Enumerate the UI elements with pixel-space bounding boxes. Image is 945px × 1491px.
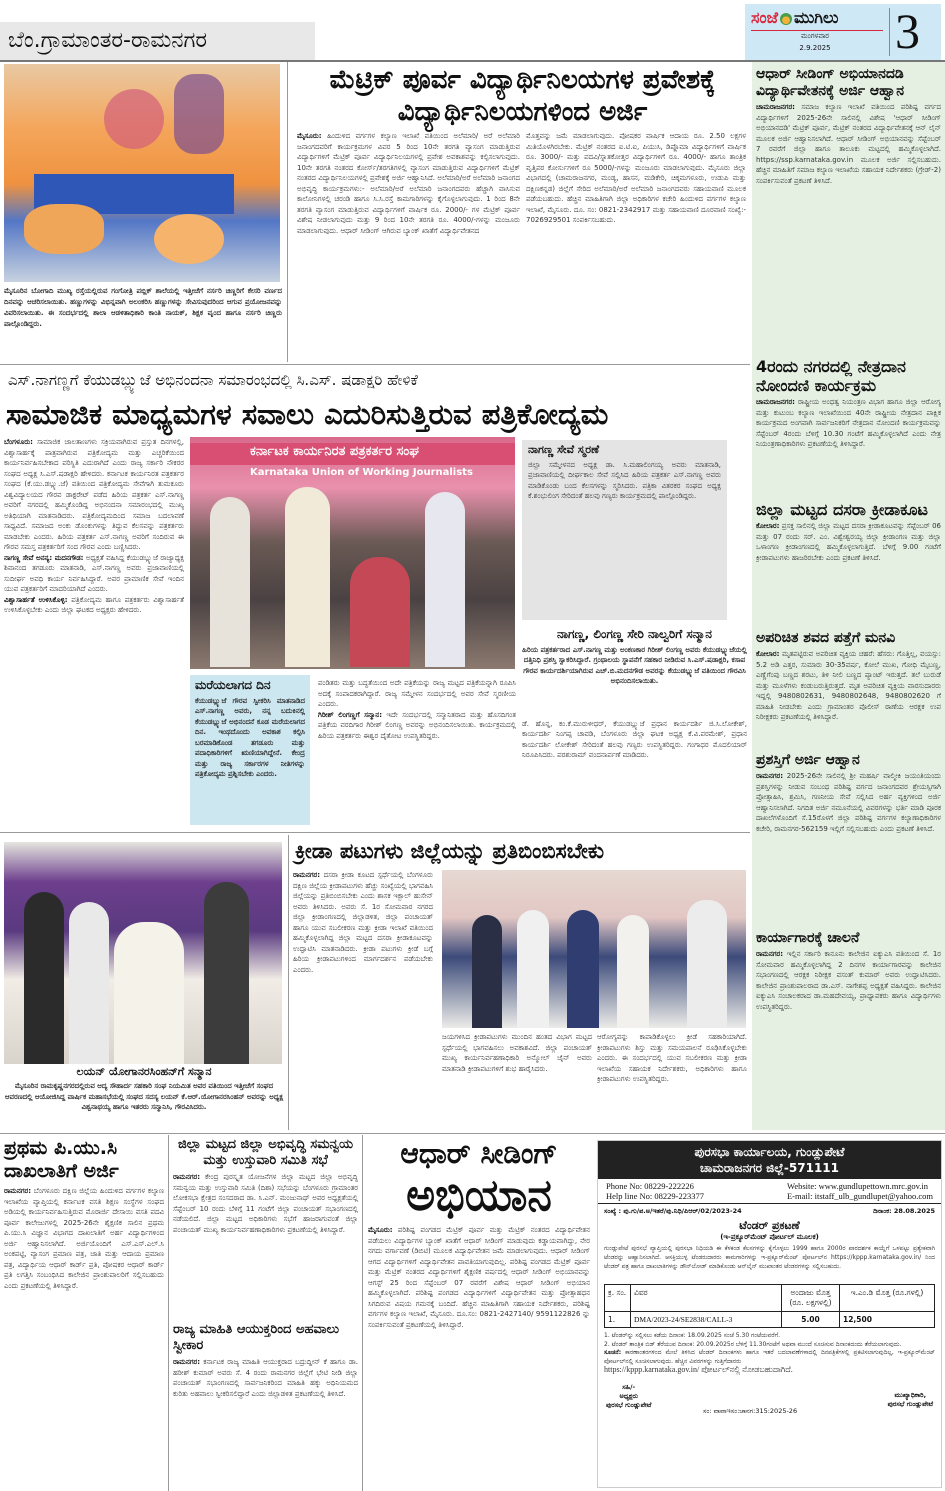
puc-headline: ಪ್ರಥಮ ಪಿ.ಯು.ಸಿ ದಾಖಲಾತಿಗೆ ಅರ್ಜಿ xyxy=(4,1137,119,1182)
unknown-body-text: ಮೃತಪಟ್ಟಿರುವ ಅಪರಿಚಿತ ವ್ಯಕ್ತಿಯ ಚಹರೆ: ಹೆಸರು: ಗೊತ್ತಿಲ್ಲ, ವಯಸ್ಸು: 5.2 ಅಡಿ ಎತ್ತರ, ಸುಮಾರು 30-35ವರ್ಷ, ಕೋಲೆ ಮುಖ, ಗೋಧಿ ಮೈಬಣ್ಣ, ಎಣ್ಣೆಗೆಂಪು ಬಣ್ಣದ ಶರಟು, ತಿಳಿ ನೀಲಿ ಬಣ್ಣದ ಪ್ಯಾಂಟ್ ಇರುತ್ತದೆ. ತಲೆ ಬುರುಡೆ ಮತ್ತು ಮೂಳೆಗಳು ಕಂಡುಬರುತ್ತಿರುತ್ತದೆ. ಮೃತ ಅಪರಿಚಿತ ವ್ಯಕ್ತಿಯ ವಾರಸುದಾರರು ಇದ್ದಲ್ಲಿ 9480802631, 9480802648, 9480802620 ಗೆ ಮಾಹಿತಿ ನೀಡಬೇಕು ಎಂದು ಗ್ರಾಮಾಂತರ ಪೊಲೀಸ್ ಠಾಣೆಯ ಆರಕ್ಷಕ ಉಪ ನಿರೀಕ್ಷಕರು ಪ್ರಕಟಣೆಯಲ್ಲಿ ತಿಳಿಸಿದ್ದಾರೆ. xyxy=(756,650,941,721)
award-body xyxy=(756,771,941,921)
tender-cell-serial: 1. xyxy=(605,1312,631,1328)
tender-subtitle: (ಇ-ಪ್ರಕ್ಯೂರ್‌ಮೆಂಟ್ ಪೋರ್ಟಲ್ ಮೂಲಕ) xyxy=(720,1233,819,1241)
nagan-service-body: ಜಿಲ್ಲಾ ಸಮ್ಮೇಳನದ ಅಧ್ಯಕ್ಷ ಡಾ. ಸಿ.ಮಹಾಲಿಂಗಯ್ಯ ಅವರು ಮಾತನಾಡಿ, ಪ್ರಜಾವಾಣಿಯಲ್ಲಿ ದೀರ್ಘಕಾಲ ಸೇವೆ ಸಲ್ಲಿಸಿದ ಹಿರಿಯ ಪತ್ರಕರ್ತ ಎಸ್.ನಾಗಣ್ಣ ಅವರು ಮಾಡಿಕೊಂಡು ಬಂದ ಕೆಲಸಗಳನ್ನು ಸ್ಮರಿಸಿದರು. ಪತ್ರಿಕಾ ವಿತರಕರ ಸಂಘದ ಅಧ್ಯಕ್ಷ ಕೆ.ಶಂಭುಲಿಂಗ ಸೇರಿದಂತೆ ಹಲವು ಗಣ್ಯರು ಕಾರ್ಯಕ್ರಮದಲ್ಲಿ ಪಾಲ್ಗೊಂಡಿದ್ದರು. xyxy=(528,460,721,501)
aadhaar-scholarship-body xyxy=(756,102,941,318)
tender-email[interactable]: E-mail: itstaff_ulb_gundlupet@yahoo.com xyxy=(786,1191,933,1201)
unknown-body-dateline: ಕೋಲಾರ: xyxy=(756,650,780,658)
tender-phone: Phone No: 08229-222226 xyxy=(606,1181,694,1191)
tender-cell-emd: 12,500 xyxy=(840,1312,935,1328)
tender-notice: ಕಾರಣಾಂತರಗಳಿಂದ ಮೇಲೆ ತಿಳಿಸಿದ ಟೆಂಡರ್ ದಿನಾಂಕಗಳು ಹಾಗೂ ಇತರೆ ಬದಲಾವಣೆಗಳಾದಲ್ಲಿ ದಿನಪತ್ರಿಕೆಗಳಲ್ಲಿ ಪ್ರಕಟಿಸಲಾಗುವುದಿಲ್ಲ, ಇ-ಪ್ರಕ್ಯೂರ್‌ಮೆಂಟ್ ಪೋರ್ಟಲ್‌ನಲ್ಲಿ ಸೂಚಿಸಲಾಗುವುದು. ಹೆಚ್ಚಿನ ವಿವರಗಳನ್ನು ಗುತ್ತಿಗೆದಾರರು xyxy=(604,1349,935,1365)
dasara-sports-headline: ಜಿಲ್ಲಾ ಮಟ್ಟದ ದಸರಾ ಕ್ರೀಡಾಕೂಟ xyxy=(756,500,928,519)
photo-banner-text: ಕರ್ನಾಟಕ ಕಾರ್ಯನಿರತ ಪತ್ರಕರ್ತರ ಸಂಘ xyxy=(250,444,419,459)
journalism-kicker: ಎಸ್.ನಾಗಣ್ಣಗೆ ಕೆಯುಡಬ್ಲ್ಯುಜೆ ಅಭಿನಂದನಾ ಸಮಾರಂಭದಲ್ಲಿ ಸಿ.ಎಸ್. ಷಡಾಕ್ಷರಿ ಹೇಳಿಕೆ xyxy=(8,371,418,389)
award-text: 2025-26ನೇ ಸಾಲಿನಲ್ಲಿ ಶ್ರೀ ಮಹರ್ಷಿ ವಾಲ್ಮೀಕಿ ಜಯಂತಿಯಂದು ಪ್ರಶಸ್ತಿಗಳನ್ನು ನೀಡುವ ಸಂಬಂಧ ಪರಿಶಿಷ್ಟ ವರ್ಗದ ಜನಾಂಗದವರ ಶ್ರೇಯಸ್ಸಿಗಾಗಿ ಪ್ರೋತ್ಸಾಹಿಸಿ, ಶ್ರಮಿಸಿ, ಗಣನೀಯ ಸೇವೆ ಸಲ್ಲಿಸಿದ ಅರ್ಹ ವ್ಯಕ್ತಿಗಳಿಂದ ಅರ್ಜಿ ಆಹ್ವಾನಿಸಲಾಗಿದೆ. ನಿಗದಿತ ಅರ್ಜಿ ನಮೂನೆಯಲ್ಲಿ ವಿವರಗಳನ್ನು ಭರ್ತಿ ಮಾಡಿ ಪೂರಕ ದಾಖಲೆಗಳೊಂದಿಗೆ ಸೆ.15ರೊಳಗೆ ಜಿಲ್ಲಾ ಪರಿಶಿಷ್ಟ ವರ್ಗಗಳ ಕಲ್ಯಾಣಾಧಿಕಾರಿಗಳ ಕಚೇರಿ, ರಾಮನಗರ-562159 ಇಲ್ಲಿಗೆ ಸಲ್ಲಿಸಬಹುದು ಎಂದು ಪ್ರಕಟಣೆ ತಿಳಿಸಿದೆ. xyxy=(756,772,941,833)
journalism-dateline: ಬೆಂಗಳೂರು: xyxy=(4,438,33,446)
tender-sig-mid: ಸಂ: ವಾವಾಇಸಂ:ಚಾನಗ:315:2025-26 xyxy=(703,1406,798,1415)
tender-note-2: 2. ಟೆಂಡರ್ ತಾಂತ್ರಿಕ ಬಿಡ್ ತೆರೆಯುವ ದಿನಾಂಕ: 20.09.2025ರ ಬೆಳಿಗ್ಗೆ 11.30ಗಂಟೆಗೆ ಅಥವಾ ಮುಂದೆ ಸೂಚಿಸುವ ದಿನಾಂಕದಂದು ತೆರೆಯಲಾಗುವುದು. xyxy=(604,1340,902,1348)
workshop-text: ಇಲ್ಲಿನ ಸರ್ಕಾರಿ ಕಾನೂನು ಕಾಲೇಜಿನ ಐಕ್ಯುಎಸಿ ವತಿಯಿಂದ ಸೆ. 1ರ ಸೋಮವಾರ ಹಮ್ಮಿಕೊಳ್ಳಲಾಗಿದ್ದ 2 ದಿನಗಳ ಕಾರ್ಯಾಗಾರವನ್ನು ಕಾಲೇಜಿನ ಸಭಾಂಗಣದಲ್ಲಿ ಆರಕ್ಷಕ ನಿರೀಕ್ಷಕ ವಸಂತ್ ಕುಮಾರ್ ಅವರು ಉದ್ಘಾಟಿಸಿದರು. ಕಾಲೇಜಿನ ಪ್ರಾಂಶುಪಾಲರಾದ ಡಾ.ಎಸ್. ನಾಗೇಶಪ್ಪ ಅಧ್ಯಕ್ಷತೆ ವಹಿಸಿದ್ದರು. ಕಾಲೇಜಿನ ಐಕ್ಯುಎಸಿ ಸಂಚಾಲಕರಾದ ಡಾ.ಮಹದೇವಯ್ಯ, ಪ್ರಾಧ್ಯಾಪಕರು ಹಾಗೂ ವಿದ್ಯಾರ್ಥಿಗಳು ಉಪಸ್ಥಿತರಿದ್ದರು. xyxy=(756,950,941,1011)
tender-office-line-1: ಪುರಸಭಾ ಕಾರ್ಯಾಲಯ, ಗುಂಡ್ಲುಪೇಟೆ xyxy=(694,1145,845,1159)
sports-headline: ಕ್ರೀಡಾ ಪಟುಗಳು ಜಿಲ್ಲೆಯನ್ನು ಪ್ರತಿಬಿಂಬಿಸಬೇಕು xyxy=(295,839,605,863)
journalism-subhead-2: ವಿಶ್ವಾಸಾರ್ಹತೆ ಉಳಿಸಿಕೊಳ್ಳಿ: xyxy=(4,595,68,604)
tender-helpline: Help line No: 08229-223377 xyxy=(606,1191,704,1201)
tender-website[interactable]: Website: www.gundlupettown.mrc.gov.in xyxy=(786,1181,929,1191)
masthead-weekday: ಮಂಗಳವಾರ xyxy=(800,32,829,40)
aadhaar-campaign-dateline: ಮೈಸೂರು: xyxy=(368,1226,393,1234)
dasara-sports-dateline: ಕೋಲಾರ: xyxy=(756,522,780,530)
tender-ref-no: ಸಂಖ್ಯೆ : ಪು.ಗು/ಪ.ಅ/ಇತರೆ/ಪು.ನಿಧಿ/ಪಿಆರ್/02/2023-24 xyxy=(604,1207,742,1215)
sports-col1-text: ದಸರಾ ಕ್ರೀಡಾ ಕೂಟದ ಸ್ಪರ್ಧೆಯಲ್ಲಿ ಬೆಂಗಳೂರು ದಕ್ಷಿಣ ಜಿಲ್ಲೆಯ ಕ್ರೀಡಾಪಟುಗಳು ಹೆಚ್ಚು ಸಂಖ್ಯೆಯಲ್ಲಿ ಭಾಗವಹಿಸಿ ಜಿಲ್ಲೆಯನ್ನು ಪ್ರತಿಬಿಂಬಿಸಬೇಕು ಎಂದು ಶಾಸಕ ಇಕ್ಬಾಲ್ ಹುಸೇನ್ ಅವರು ತಿಳಿಸಿದರು. ಅವರು ಸೆ. 1ರ ಸೋಮವಾರ ನಗರದ ಜಿಲ್ಲಾ ಕ್ರೀಡಾಂಗಣದಲ್ಲಿ ಜಿಲ್ಲಾಡಳಿತ, ಜಿಲ್ಲಾ ಪಂಚಾಯತ್ ಹಾಗೂ ಯುವ ಸಬಲೀಕರಣ ಮತ್ತು ಕ್ರೀಡಾ ಇಲಾಖೆ ವತಿಯಿಂದ ಹಮ್ಮಿಕೊಳ್ಳಲಾಗಿದ್ದ ಜಿಲ್ಲಾ ಮಟ್ಟದ ದಸರಾ ಕ್ರೀಡಾಕೂಟವನ್ನು ಉದ್ಘಾಟಿಸಿ ಮಾತನಾಡಿದರು. ಕ್ರೀಡಾ ಪಟುಗಳು ಕ್ರೀಡೆ ಬಗ್ಗೆ ಹಿರಿಯ ಕ್ರೀಡಾಪಟುಗಳಿಂದ ಮಾರ್ಗದರ್ಶನ ಪಡೆಯಬೇಕು ಎಂದರು. xyxy=(293,871,433,974)
nagan-service-title: ನಾಗಣ್ಣ ಸೇವೆ ಸ್ಮರಣೆ xyxy=(528,443,600,456)
brand-logo-icon xyxy=(780,13,792,25)
tender-sig-left-3: ಪುರಸಭೆ ಗುಂಡ್ಲುಪೇಟೆ xyxy=(606,1400,652,1409)
table-row xyxy=(605,1312,935,1328)
tender-col-estimate: ಅಂದಾಜು ಮೊತ್ತ (ರೂ. ಲಕ್ಷಗಳಲ್ಲಿ) xyxy=(782,1285,840,1312)
hostel-body-1: ಹಿಂದುಳಿದ ವರ್ಗಗಳ ಕಲ್ಯಾಣ ಇಲಾಖೆ ವತಿಯಿಂದ ಅಲೆಮಾರಿ/ ಅರೆ ಅಲೆಮಾರಿ ಜನಾಂಗದವರಿಗೆ ಕಾರ್ಯಕ್ರಮಗಳ ವಿವರ 5 ರಿಂದ 10ನೇ ತರಗತಿ ವ್ಯಾಸಂಗ ಮಾಡುತ್ತಿರುವ ವಿದ್ಯಾರ್ಥಿಗಳಿಗೆ ಮೆಟ್ರಿಕ್ ಪೂರ್ವ ವಿದ್ಯಾರ್ಥಿನಿಲಯಗಳಲ್ಲಿ ಪ್ರವೇಶ ಅವಕಾಶವನ್ನು ಕಲ್ಪಿಸಲಾಗುವುದು. 10ನೇ ತರಗತಿ ನಂತರದ ಕೋರ್ಸ್/ತರಗತಿಗಳಲ್ಲಿ ವ್ಯಾಸಂಗ ಮಾಡುತ್ತಿರುವ ವಿದ್ಯಾರ್ಥಿಗಳಿಗೆ ಮೆಟ್ರಿಕ್ ನಂತರದ ವಿದ್ಯಾರ್ಥಿನಿಲಯಗಳಲ್ಲಿ ಪ್ರವೇಶಕ್ಕೆ ಅರ್ಜಿ ಆಹ್ವಾನಿಸಿದೆ. ಅಲೆಮಾರಿ/ಅರೆ ಅಲೆಮಾರಿ ಜನಾಂಗದ ಅಭಿವೃದ್ಧಿ ಕಾರ್ಯಕ್ರಮಗಳು:- ಅಲೆಮಾರಿ/ಅರೆ ಅಲೆಮಾರಿ ಜನಾಂಗದವರು ಹೆಚ್ಚಾಗಿ ವಾಸಿಸುವ ಕಾಲೋನಿಗಳಲ್ಲಿ ಚರಂಡಿ ಹಾಗೂ ಸಿ.ಸಿ.ರಸ್ತೆ ಕಾಮಗಾರಿಗಳನ್ನು ಕೈಗೊಳ್ಳಲಾಗುವುದು. 1 ರಿಂದ 8ನೇ ತರಗತಿ ವ್ಯಾಸಂಗ ಮಾಡುತ್ತಿರುವ ವಿದ್ಯಾರ್ಥಿಗಳಿಗೆ ವಾರ್ಷಿಕ ರೂ. 2000/- ಗಳ ಮೆಟ್ರಿಕ್ ಪೂರ್ವ ವಿಶೇಷ ನೀಡಲಾಗುವುದು ಮತ್ತು 9 ರಿಂದ 10ನೇ ತರಗತಿ ರೂ. 4000/-ಗಳನ್ನು ಮಂಜೂರು ಮಾಡಲಾಗುವುದು. ಆಧಾರ್ ಸೀಡಿಂಗ್ ಆಗಿರುವ ಬ್ಯಾಂಕ್ ಖಾತೆಗೆ ವಿದ್ಯಾರ್ಥಿವೇತನದ xyxy=(297,132,520,235)
tender-sig-left-2: ಅಧ್ಯಕ್ಷರು xyxy=(619,1391,638,1400)
memorable-day-box xyxy=(190,675,310,825)
aadhaar-campaign-text: ಪರಿಶಿಷ್ಟ ಪಂಗಡದ ಮೆಟ್ರಿಕ್ ಪೂರ್ವ ಮತ್ತು ಮೆಟ್ರಿಕ್ ನಂತರದ ವಿದ್ಯಾರ್ಥಿವೇತನ ಪಡೆಯಲು ವಿದ್ಯಾರ್ಥಿಗಳ ಬ್ಯಾಂಕ್ ಖಾತೆಗೆ ಆಧಾರ್ ಸೀಡಿಂಗ್ ಮಾಡುವುದು ಕಡ್ಡಾಯವಾಗಿದ್ದು, ನೇರ ನಗದು ವರ್ಗಾವಣೆ (ಡಿಬಿಟಿ) ಮೂಲಕ ವಿದ್ಯಾರ್ಥಿವೇತನ ಜಮೆ ಮಾಡಲಾಗುವುದು. ಆಧಾರ್ ಸೀಡಿಂಗ್ ಆಗದ ವಿದ್ಯಾರ್ಥಿಗಳಿಗೆ ವಿದ್ಯಾರ್ಥಿವೇತನ ಪಾವತಿಯಾಗುವುದಿಲ್ಲ. ಪರಿಶಿಷ್ಟ ಪಂಗಡದ ಮೆಟ್ರಿಕ್ ಪೂರ್ವ ಮತ್ತು ಮೆಟ್ರಿಕ್ ನಂತರದ ವಿದ್ಯಾರ್ಥಿಗಳಿಗೆ ಶೈಕ್ಷಣಿಕ ವರ್ಷದಲ್ಲಿ ಆಧಾರ್ ಸೀಡಿಂಗ್ ಅಭಿಯಾನವನ್ನು ಆಗಸ್ಟ್ 25 ರಿಂದ ಸೆಪ್ಟೆಂಬರ್ 07 ರವರೆಗೆ ವಿಶೇಷ ಆಧಾರ್ ಸೀಡಿಂಗ್ ಅಭಿಯಾನ ಹಮ್ಮಿಕೊಳ್ಳಲಾಗಿದೆ. ಪರಿಶಿಷ್ಟ ಪಂಗಡದ ವಿದ್ಯಾರ್ಥಿಗಳಿಗೆ ವಿದ್ಯಾರ್ಥಿವೇತನ ಮತ್ತು ಪ್ರೋತ್ಸಾಹಧನ ಸಿಗದಿರುವ ವಿಷಯ ಗಮನಕ್ಕೆ ಬಂದಿದೆ. ಹೆಚ್ಚಿನ ಮಾಹಿತಿಗಾಗಿ ಸಹಾಯಕ ನಿರ್ದೇಶಕರು, ಪರಿಶಿಷ್ಟ ವರ್ಗಗಳ ಕಲ್ಯಾಣ ಇಲಾಖೆ, ಮೈಸೂರು. ದೂ.ಸಂ: 0821-2427140/ 9591122826 ನ್ನು ಸಂಪರ್ಕಿಸುವಂತೆ ಪ್ರಕಟಣೆಯಲ್ಲಿ ತಿಳಿಸಿದ್ದಾರೆ. xyxy=(368,1226,590,1329)
unknown-body-headline: ಅಪರಿಚಿತ ಶವದ ಪತ್ತೆಗೆ ಮನವಿ xyxy=(756,630,896,646)
section-header xyxy=(0,22,315,60)
memorable-day-title: ಮರೆಯಲಾಗದ ದಿನ xyxy=(195,678,271,692)
tender-col-emd: ಇ.ಎಂ.ಡಿ ಮೊತ್ತ (ರೂ.ಗಳಲ್ಲಿ) xyxy=(840,1285,935,1312)
tender-sig-left-1: ಸಹಿ/- xyxy=(622,1382,636,1391)
school-photo-caption: ಮೈಸೂರಿನ ಬೋಗಾದಿ ಮುಖ್ಯ ರಸ್ತೆಯಲ್ಲಿರುವ ಗಂಗೋತ್ರಿ ಪಬ್ಲಿಕ್ ಶಾಲೆಯಲ್ಲಿ ಇತ್ತೀಚೆಗೆ ನರ್ಸರಿ ಚಿಣ್ಣರಿಗೆ ಕೇಸರಿ ವರ್ಣದ ದಿನವನ್ನು ಆಚರಿಸಲಾಯಿತು. ಹಣ್ಣುಗಳನ್ನು ವಿಭಿನ್ನವಾಗಿ ಅಲಂಕರಿಸಿ ಹಣ್ಣುಗಳನ್ನು ಸೇವಿಸುವುದರಿಂದ ಆಗುವ ಪ್ರಯೋಜನವನ್ನು ವಿವರಿಸಲಾಯಿತು. ಈ ಸಂದರ್ಭದಲ್ಲಿ ಶಾಲಾ ಆಡಳಿತಾಧಿಕಾರಿ ಕಾಂತಿ ನಾಯಕ್, ಶಿಕ್ಷಕ ವೃಂದ ಹಾಗೂ ನರ್ಸರಿ ಚಿಣ್ಣರು ಪಾಲ್ಗೊಂಡಿದ್ದರು. xyxy=(4,287,282,328)
tender-note-1: 1. ಟೆಂಡರ್‌ನ್ನು ಸಲ್ಲಿಸಲು ಕಡೆಯ ದಿನಾಂಕ: 18.09.2025 ಸಂಜೆ 5.30 ಗಂಟೆಯವರೆಗೆ. xyxy=(604,1332,781,1339)
hostel-dateline: ಮೈಸೂರು: xyxy=(297,132,322,140)
sports-dateline: ರಾಮನಗರ: xyxy=(293,871,321,879)
journalism-sub1-body: ಅಧ್ಯಕ್ಷತೆ ವಹಿಸಿದ್ದ ಕೆಯುಡಬ್ಲ್ಯುಜೆ ರಾಜ್ಯಾಧ್ಯಕ್ಷ ಶಿವಾನಂದ ತಗಡೂರು ಮಾತನಾಡಿ, ಎಸ್.ನಾಗಣ್ಣ ಅವರು ಪ್ರಜಾವಾಣಿಯಲ್ಲಿ ಸುದೀರ್ಘ ಅವಧಿ ಕಾರ್ಯ ನಿರ್ವಹಿಸಿದ್ದಾರೆ. ಅವರ ಪ್ರಾಮಾಣಿಕ ಸೇವೆ ಇಂದಿನ ಯುವ ಪತ್ರಕರ್ತರಿಗೆ ಮಾದರಿಯಾಗಿದೆ ಎಂದರು. xyxy=(4,553,184,593)
section-title: ಬೆಂ.ಗ್ರಾಮಾಂತರ-ರಾಮನಗರ xyxy=(8,28,208,53)
tender-table-header xyxy=(605,1285,935,1312)
masthead-date: 2.9.2025 xyxy=(799,44,831,52)
tender-notice-url[interactable]: https://kppp.karnataka.gov.in/ ಪೋರ್ಟಲ್‌ನಲ್ಲಿ ನೋಡಬಹುದಾಗಿದೆ. xyxy=(604,1365,793,1374)
eye-donation-body xyxy=(756,397,941,507)
info-commission-dateline: ರಾಮನಗರ: xyxy=(173,1358,201,1366)
masthead-brand-box xyxy=(745,4,941,60)
tender-notice-label: ಸೂಚನೆ: xyxy=(604,1349,622,1356)
award-headline: ಪ್ರಶಸ್ತಿಗೆ ಅರ್ಜಿ ಆಹ್ವಾನ xyxy=(756,752,860,768)
journalism-col-1 xyxy=(4,437,184,827)
sports-col-2: ಜಯಗಳಿಸಿದ ಕ್ರೀಡಾಪಟುಗಳು ಮುಂದಿನ ಹಂತದ ವಿಭಾಗ ಮಟ್ಟದ ಸ್ಪರ್ಧೆಯಲ್ಲಿ ಭಾಗವಹಿಸಲು ಅವಕಾಶವಿದೆ. ಜಿಲ್ಲಾ ಪಂಚಾಯತ್ ಮುಖ್ಯ ಕಾರ್ಯನಿರ್ವಹಣಾಧಿಕಾರಿ ಅನ್ಮೋಲ್ ಜೈನ್ ಅವರು ಮಾತನಾಡಿ ಕ್ರೀಡಾಪಟುಗಳಿಗೆ ಶುಭ ಹಾರೈಸಿದರು. xyxy=(442,1033,592,1073)
memorable-day-body: ಕೆಯುಡಬ್ಲ್ಯುಜೆ ಗೌರವ ಸ್ವೀಕರಿಸಿ ಮಾತನಾಡಿದ ಎಸ್.ನಾಗಣ್ಣ ಅವರು, ನನ್ನ ಬದುಕಿನಲ್ಲಿ ಕೆಯುಡಬ್ಲ್ಯುಜೆ ಅಭಿನಂದನೆ ಕೂಡ ಮರೆಯಲಾಗದ ದಿನ. ಇಂಥದೊಂದು ಅವಕಾಶ ಕಲ್ಪಿಸಿ ಬರಮಾಡಿಕೊಂಡ ತಗಡೂರು ಮತ್ತು ಪದಾಧಿಕಾರಿಗಳಿಗೆ ಋಣಿಯಾಗಿದ್ದೇನೆ. ಕೇಂದ್ರ ಮತ್ತು ರಾಜ್ಯ ಸರ್ಕಾರಗಳ ನೀತಿಗಳನ್ನು ಪತ್ರಿಕೋದ್ಯಮ ಪ್ರಶ್ನಿಸಬೇಕು ಎಂದರು. xyxy=(195,696,305,779)
journalism-headline: ಸಾಮಾಜಿಕ ಮಾಧ್ಯಮಗಳ ಸವಾಲು ಎದುರಿಸುತ್ತಿರುವ ಪತ್ರಿಕೋದ್ಯಮ xyxy=(6,397,609,431)
page-number: 3 xyxy=(895,3,920,59)
tender-sig-right-1: ಮುಖ್ಯಾಧಿಕಾರಿ, xyxy=(894,1390,927,1399)
tender-cell-estimate: 5.00 xyxy=(782,1312,840,1328)
eye-donation-headline: 4ರಂದು ನಗರದಲ್ಲಿ ನೇತ್ರದಾನ ನೋಂದಣಿ ಕಾರ್ಯಕ್ರಮ xyxy=(756,357,906,395)
aadhaar-campaign-body xyxy=(368,1225,590,1485)
aadhaar-campaign-headline-1: ಆಧಾರ್ ಸೀಡಿಂಗ್ xyxy=(400,1137,558,1170)
dasara-sports-body xyxy=(756,521,941,611)
hostel-col-2: ಮೊತ್ತವನ್ನು ಜಮೆ ಮಾಡಲಾಗುವುದು. ಪೋಷಕರ ವಾರ್ಷಿಕ ಆದಾಯ ರೂ. 2.50 ಲಕ್ಷಗಳ ಮಿತಿಯೊಳಗಿರಬೇಕು. ಮೆಟ್ರಿಕ್ ನಂತರದ ಐ.ಟಿ.ಐ, ಪಿಯುಸಿ, ಡಿಪ್ಲೊಮಾ ವಿದ್ಯಾರ್ಥಿಗಳಿಗೆ ವಾರ್ಷಿಕ ರೂ. 3000/- ಮತ್ತು ಪದವಿ/ಸ್ನಾತಕೋತ್ತರ ವಿದ್ಯಾರ್ಥಿಗಳಿಗೆ ರೂ. 4000/- ಹಾಗೂ ತಾಂತ್ರಿಕ ವೃತ್ತಿಪರ ಕೋರ್ಸುಗಳಿಗೆ ರೂ 5000/-ಗಳನ್ನು ಮಂಜೂರು ಮಾಡಲಾಗುವುದು. ಮೈಸೂರು ಜಿಲ್ಲಾ ವಿಭಾಗದಲ್ಲಿ (ಚಾಮರಾಜನಗರ, ಮಂಡ್ಯ, ಹಾಸನ, ಮಡಿಕೇರಿ, ಚಿಕ್ಕಮಗಳೂರು, ಉಡುಪಿ ಮತ್ತು ದಕ್ಷಿಣಕನ್ನಡ) ಜಿಲ್ಲೆಗೆ ಸೇರಿದ ಅಲೆಮಾರಿ/ಅರೆ ಅಲೆಮಾರಿ ಜನಾಂಗದವರು ಸಹಾಯವಾಣಿ ಮೂಲಕ ಪಡೆಯಬಹುದು. ಹೆಚ್ಚಿನ ಮಾಹಿತಿಗಾಗಿ ಜಿಲ್ಲಾ ಅಧಿಕಾರಿಗಳ ಕಚೇರಿ ಹಿಂದುಳಿದ ವರ್ಗಗಳ ಕಲ್ಯಾಣ ಇಲಾಖೆ, ಮೈಸೂರು. ದೂ. ಸಂ: 0821-2342917 ಮತ್ತು ಸಹಾಯವಾಣಿ ದೂರವಾಣಿ ಸಂಖ್ಯೆ:- 7026929501 ಸಂಪರ್ಕಿಸಬಹುದು. xyxy=(526,132,746,224)
lion-felicitation-photo xyxy=(4,842,282,1064)
info-commission-text: ಕರ್ನಾಟಕ ರಾಜ್ಯ ಮಾಹಿತಿ ಆಯುಕ್ತರಾದ ಬದ್ರುದ್ದೀನ್ ಕೆ ಹಾಗೂ ಡಾ. ಹರೀಶ್ ಕುಮಾರ್ ಅವರು ಸೆ. 4 ರಂದು ರಾಮನಗರ ಜಿಲ್ಲೆಗೆ ಭೇಟಿ ನೀಡಿ ಜಿಲ್ಲಾ ಪಂಚಾಯತ್ ಸಭಾಂಗಣದಲ್ಲಿ ಸಾರ್ವಜನಿಕರಿಂದ ಮಾಹಿತಿ ಹಕ್ಕು ಅಧಿನಿಯಮದ ಕುರಿತು ಅಹವಾಲು ಸ್ವೀಕರಿಸಲಿದ್ದಾರೆ ಎಂದು ಜಿಲ್ಲಾಡಳಿತ ಪ್ರಕಟಣೆಯಲ್ಲಿ ತಿಳಿಸಿದೆ. xyxy=(173,1358,358,1398)
puc-text: ಬೆಂಗಳೂರು ದಕ್ಷಿಣ ಜಿಲ್ಲೆಯ ಹಿಂದುಳಿದ ವರ್ಗಗಳ ಕಲ್ಯಾಣ ಇಲಾಖೆಯ ವ್ಯಾಪ್ತಿಯಲ್ಲಿ ಕರ್ನಾಟಕ ವಸತಿ ಶಿಕ್ಷಣ ಸಂಸ್ಥೆಗಳ ಸಂಘದ ಅಡಿಯಲ್ಲಿ ಕಾರ್ಯನಿರ್ವಹಿಸುತ್ತಿರುವ ಮೊರಾರ್ಜಿ ದೇಸಾಯಿ ವಸತಿ ಪದವಿ ಪೂರ್ವ ಕಾಲೇಜುಗಳಲ್ಲಿ 2025-26ನೇ ಶೈಕ್ಷಣಿಕ ಸಾಲಿನ ಪ್ರಥಮ ಪಿ.ಯು.ಸಿ ವಿಜ್ಞಾನ ವಿಭಾಗದ ದಾಖಲಾತಿಗೆ ಅರ್ಹ ವಿದ್ಯಾರ್ಥಿಗಳಿಂದ ಅರ್ಜಿ ಆಹ್ವಾನಿಸಲಾಗಿದೆ. ಅರ್ಜಿಯೊಂದಿಗೆ ಎಸ್.ಎಸ್.ಎಲ್.ಸಿ ಅಂಕಪಟ್ಟಿ, ವ್ಯಾಸಂಗ ಪ್ರಮಾಣ ಪತ್ರ, ಜಾತಿ ಮತ್ತು ಆದಾಯ ಪ್ರಮಾಣ ಪತ್ರ, ವಿದ್ಯಾರ್ಥಿಯ ಆಧಾರ್ ಕಾರ್ಡ್ ಪ್ರತಿ, ಪೋಷಕರ ಆಧಾರ್ ಕಾರ್ಡ್ ಪ್ರತಿ ಲಗತ್ತಿಸಿ ಸಂಬಂಧಿಸಿದ ಕಾಲೇಜಿನ ಪ್ರಾಂಶುಪಾಲರಿಗೆ ಸಲ್ಲಿಸಬಹುದು ಎಂದು ಪ್ರಕಟಣೆಯಲ್ಲಿ ತಿಳಿಸಿದ್ದಾರೆ. xyxy=(4,1187,164,1290)
sports-photo xyxy=(442,870,746,1028)
disha-text: ಕೇಂದ್ರ ಪುರಸ್ಕೃತ ಯೋಜನೆಗಳ ಜಿಲ್ಲಾ ಮಟ್ಟದ ಜಿಲ್ಲಾ ಅಭಿವೃದ್ಧಿ ಸಮನ್ವಯ ಮತ್ತು ಉಸ್ತುವಾರಿ ಸಮಿತಿ (ದಿಶಾ) ಸಭೆಯನ್ನು ಬೆಂಗಳೂರು ಗ್ರಾಮಾಂತರ ಲೋಕಸಭಾ ಕ್ಷೇತ್ರದ ಸಂಸದರಾದ ಡಾ. ಸಿ.ಎನ್. ಮಂಜುನಾಥ್ ಅವರ ಅಧ್ಯಕ್ಷತೆಯಲ್ಲಿ ಸೆಪ್ಟೆಂಬರ್ 10 ರಂದು ಬೆಳಿಗ್ಗೆ 11 ಗಂಟೆಗೆ ಜಿಲ್ಲಾ ಪಂಚಾಯತ್ ಸಭಾಂಗಣದಲ್ಲಿ ನಡೆಯಲಿದೆ. ಜಿಲ್ಲಾ ಮಟ್ಟದ ಅಧಿಕಾರಿಗಳು ಸಭೆಗೆ ಹಾಜರಾಗುವಂತೆ ಜಿಲ್ಲಾ ಪಂಚಾಯತ್ ಮುಖ್ಯ ಕಾರ್ಯನಿರ್ವಹಣಾಧಿಕಾರಿಗಳು ಪ್ರಕಟಣೆಯಲ್ಲಿ ತಿಳಿಸಿದ್ದಾರೆ. xyxy=(173,1173,358,1234)
tender-title: ಟೆಂಡರ್ ಪ್ರಕಟಣೆ xyxy=(739,1219,800,1232)
tender-date: ದಿನಾಂಕ: 28.08.2025 xyxy=(873,1207,935,1215)
puc-body xyxy=(4,1186,164,1486)
tender-office-header xyxy=(598,1141,941,1179)
tender-table xyxy=(604,1284,935,1328)
brand-name-dark: ಮುಗಿಲು xyxy=(793,8,839,27)
info-commission-body xyxy=(173,1357,358,1487)
tender-intro: ಗುಂಡ್ಲುಪೇಟೆ ಪುರಸಭೆ ವ್ಯಾಪ್ತಿಯಲ್ಲಿ ಪುರಸಭಾ ನಿಧಿಯಡಿ ಈ ಕೆಳಕಂಡ ಕೆಲಸಗಳನ್ನು ಕೈಗೊಳ್ಳಲು 1999 ಹಾಗೂ 2000ರ ಪಾರದರ್ಶಕ ಕಾಯ್ದೆಗೆ ಒಳಪಟ್ಟು ಪ್ರತ್ಯೇಕವಾಗಿ ಟೆಂಡರನ್ನು ಆಹ್ವಾನಿಸಲಾಗಿದೆ. ಆಸಕ್ತಿಯುಳ್ಳ ಟೆಂಡರುದಾರರು ಕಾಮಗಾರಿಗಳನ್ನು ಇ-ಪ್ರಕ್ಯೂರ್‌ಮೆಂಟ್ ಪೋರ್ಟಲ್‌ನ https://kppp.karnataka.gov.in/ ನಿಂದ ಟೆಂಡರ್ ಪತ್ರ ಹಾಗೂ ದಾಖಲಾತಿಗಳನ್ನು ಡೌನ್‌ಲೋಡ್ ಮಾಡಿಕೊಂಡು ಆನ್‌ಲೈನ್ ಮುಖಾಂತರ ಟೆಂಡರಗಳನ್ನು ಸಲ್ಲಿಸಬಹುದು. xyxy=(604,1245,935,1270)
award-dateline: ರಾಮನಗರ: xyxy=(756,772,784,780)
journalism-col-mid-text: ಪಂಡಿತರು ಮತ್ತು ಬದ್ಧತೆಯಿಂದ ಅದೇ ಪತ್ರಿಕೆಯನ್ನು ರಾಜ್ಯ ಮಟ್ಟದ ಪತ್ರಿಕೆಯನ್ನಾಗಿ ರೂಪಿಸಿ ಅದಕ್ಕೆ ಸಂಪಾದಕರಾಗಿದ್ದಾರೆ. ರಾಜ್ಯ ಸಮ್ಮೇಳನ ಸಂದರ್ಭದಲ್ಲಿ ಅವರ ಸೇವೆ ಸ್ಮರಣೀಯ ಎಂದರು. xyxy=(318,679,516,708)
disha-dateline: ರಾಮನಗರ: xyxy=(173,1173,201,1181)
aadhaar-scholarship-text: ಸಮಾಜ ಕಲ್ಯಾಣ ಇಲಾಖೆ ವತಿಯಿಂದ ಪರಿಶಿಷ್ಟ ವರ್ಗದ ವಿದ್ಯಾರ್ಥಿಗಳಿಗೆ 2025-26ನೇ ಸಾಲಿನಲ್ಲಿ ವಿಶೇಷ 'ಆಧಾರ್ ಸೀಡಿಂಗ್ ಅಭಿಯಾನದಡಿ' ಮೆಟ್ರಿಕ್ ಪೂರ್ವ, ಮೆಟ್ರಿಕ್ ನಂತರದ ವಿದ್ಯಾರ್ಥಿವೇತನಕ್ಕೆ ಆನ್ ಲೈನ್ ಮೂಲಕ ಅರ್ಜಿ ಆಹ್ವಾನಿಸಲಾಗಿದೆ. ಆಧಾರ್ ಸೀಡಿಂಗ್ ಅಭಿಯಾನವನ್ನು ಸೆಪ್ಟೆಂಬರ್ 7 ರವರೆಗೆ ಜಿಲ್ಲಾ ಹಾಗೂ ತಾಲೂಕು ಮಟ್ಟದಲ್ಲಿ ಹಮ್ಮಿಕೊಳ್ಳಲಾಗಿದೆ. https://ssp.karnataka.gov.in ಮೂಲಕ ಅರ್ಜಿ ಸಲ್ಲಿಸಬಹುದು. ಹೆಚ್ಚಿನ ಮಾಹಿತಿಗೆ ಸಮಾಜ ಕಲ್ಯಾಣ ಇಲಾಖೆಯ ಸಹಾಯಕ ನಿರ್ದೇಶಕರು (ಗ್ರೇಡ್-2) ಸಂಪರ್ಕಿಸುವಂತೆ ಪ್ರಕಟಣೆ ತಿಳಿಸಿದೆ. xyxy=(756,103,941,185)
brand-name-red: ಸಂಜೆ xyxy=(751,8,778,27)
four-honoured-caption: ಹಿರಿಯ ಪತ್ರಕರ್ತರಾದ ಎಸ್.ನಾಗಣ್ಣ ಮತ್ತು ಅಂಕಣಕಾರ ಗಿರೀಶ್ ಲಿಂಗಣ್ಣ ಅವರು ಕೆಯುಡಬ್ಲ್ಯುಜೆಯಲ್ಲಿ ದತ್ತಿನಿಧಿ ಪ್ರಶಸ್ತಿ ಸ್ವಾಕರಿಸಿದ್ದಾರೆ. ಗ್ರಂಥಾಲಯ ಸ್ಥಾಪನೆಗೆ ಸಹಕಾರ ನೀಡಿರುವ ಸಿ.ಎಸ್.ಷಡಾಕ್ಷರಿ, ಕಸಾಪ ಗೌರವ ಕಾರ್ಯದರ್ಶಿಯಾಗಿರುವ ಎಚ್.ಬಿ.ಮದನಗೌಡ ಅವರನ್ನು ಕೆಯುಡಬ್ಲ್ಯುಜೆ ವತಿಯಿಂದ ಗೌರವಿಸಿ ಅಭಿನಂದಿಸಲಾಯಿತು. xyxy=(522,645,747,686)
journalism-body: ಸಾಮಾಜಿಕ ಜಾಲತಾಣಗಳು ಸಕ್ರಿಯವಾಗಿರುವ ಪ್ರಸ್ತುತ ದಿನಗಳಲ್ಲಿ, ವಿಶ್ವಾಸಾರ್ಹಕ್ಕೆ ಪಾತ್ರವಾಗಿರುವ ಪತ್ರಿಕೋದ್ಯಮ ಮತ್ತು ಎಚ್ಚರಿಕೆಯಿಂದ ಕಾರ್ಯನಿರ್ವಹಿಸಬೇಕಾದ ಪರಿಸ್ಥಿತಿ ಎದುರಾಗಿದೆ ಎಂದು ರಾಜ್ಯ ಸರ್ಕಾರಿ ನೌಕರರ ಸಂಘದ ಅಧ್ಯಕ್ಷ ಸಿ.ಎಸ್.ಷಡಾಕ್ಷರಿ ಹೇಳಿದರು. ಕರ್ನಾಟಕ ಕಾರ್ಯನಿರತ ಪತ್ರಕರ್ತರ ಸಂಘದ (ಕೆ.ಯು.ಡಬ್ಲ್ಯು.ಜೆ) ವತಿಯಿಂದ ಪತ್ರಿಕೋದ್ಯಮ ಸೇವೆಗಾಗಿ ತುಮಕೂರು ವಿಶ್ವವಿದ್ಯಾಲಯದ ಗೌರವ ಡಾಕ್ಟರೇಟ್ ಪಡೆದ ಹಿರಿಯ ಪತ್ರಕರ್ತ ಎಸ್.ನಾಗಣ್ಣ ಅವರಿಗೆ ನಗರದಲ್ಲಿ ಹಮ್ಮಿಕೊಂಡಿದ್ದ ಅಭಿನಂದನಾ ಸಮಾರಂಭದಲ್ಲಿ ಮುಖ್ಯ ಅತಿಥಿಯಾಗಿ ಮಾತನಾಡಿದರು. ಪತ್ರಿಕೋದ್ಯಮದಿಂದ ಸಮಾಜ ಬದಲಾವಣೆ ಸಾಧ್ಯವಿದೆ. ಸಮಾಜದ ಅಂಕು ಡೊಂಕುಗಳನ್ನು ತಿದ್ದುವ ಕೆಲಸವನ್ನು ಪತ್ರಕರ್ತರು ಮಾಡಬೇಕು ಎಂದರು. ಹಿರಿಯ ಪತ್ರಕರ್ತ ಎಸ್.ನಾಗಣ್ಣ ಅವರಿಗೆ ಸಂದಿರುವ ಈ ಗೌರವ ಸಮಸ್ತ ಪತ್ರಕರ್ತರಿಗೆ ಸಂದ ಗೌರವ ಎಂದು ಬಣ್ಣಿಸಿದರು. xyxy=(4,438,184,551)
disha-headline: ಜಿಲ್ಲಾ ಮಟ್ಟದ ಜಿಲ್ಲಾ ಅಭಿವೃದ್ಧಿ ಸಮನ್ವಯ ಮತ್ತು ಉಸ್ತುವಾರಿ ಸಮಿತಿ ಸಭೆ xyxy=(177,1137,354,1168)
lion-caption-body: ಮೈಸೂರಿನ ರಾಮಕೃಷ್ಣನಗರದಲ್ಲಿರುವ ಆದ್ಯ ಸೌಹಾರ್ದ ಸಹಕಾರಿ ಸಂಘ ನಿಯಮಿತ ಅವರ ವತಿಯಿಂದ ಇತ್ತೀಚೆಗೆ ಸಂಘದ ಆವರಣದಲ್ಲಿ ಆಯೋಜಿಸಿದ್ದ ವಾರ್ಷಿಕ ಮಹಾಸಭೆಯಲ್ಲಿ ಸಂಘದ ಸದಸ್ಯ ಲಯನ್ ಕೆ.ಆರ್.ಯೋಗಾನರಸಿಂಹನ್ ಅವರನ್ನು ಅಧ್ಯಕ್ಷ ವಿಶ್ವನಾಥಯ್ಯ ಹಾಗೂ ಇತರರು ಸನ್ಮಾನಿಸಿ, ಗೌರವಿಸಿದರು. xyxy=(4,1082,284,1111)
hostel-col-1 xyxy=(297,131,520,359)
sports-col-1 xyxy=(293,870,433,1125)
journalism-subhead-3: ಗಿರೀಶ್ ಲಿಂಗಣ್ಣಗೆ ಸನ್ಮಾನ: xyxy=(318,710,382,719)
puc-dateline: ರಾಮನಗರ: xyxy=(4,1187,32,1195)
aadhaar-scholarship-headline: ಆಧಾರ್ ಸೀಡಿಂಗ್ ಅಭಿಯಾನದಡಿ ವಿದ್ಯಾರ್ಥಿವೇತನಕ್ಕೆ ಅರ್ಜಿ ಆಹ್ವಾನ xyxy=(756,66,905,99)
tender-col-serial: ಕ್ರ. ಸಂ. xyxy=(605,1285,631,1312)
journalism-col-mid xyxy=(318,678,516,823)
eye-donation-text: ರಾಷ್ಟ್ರೀಯ ಅಂಧತ್ವ ನಿಯಂತ್ರಣ ವಿಭಾಗ ಹಾಗೂ ಜಿಲ್ಲಾ ಆರೋಗ್ಯ ಮತ್ತು ಕುಟುಂಬ ಕಲ್ಯಾಣ ಇಲಾಖೆಯಿಂದ 40ನೇ ರಾಷ್ಟ್ರೀಯ ನೇತ್ರದಾನ ಪಾಕ್ಷಿಕ ಕಾರ್ಯಕ್ರಮದ ಅಂಗವಾಗಿ ಸಾರ್ವಜನಿಕರಿಗೆ ನೇತ್ರದಾನ ನೋಂದಣಿ ಕಾರ್ಯಕ್ರಮವನ್ನು ಸೆಪ್ಟೆಂಬರ್ 4ರಂದು ಬೆಳಿಗ್ಗೆ 10.30 ಗಂಟೆಗೆ ಹಮ್ಮಿಕೊಳ್ಳಲಾಗಿದೆ ಎಂದು ನೇತ್ರ ನಿಯಂತ್ರಣಾಧಿಕಾರಿಗಳು ಪ್ರಕಟಣೆಯಲ್ಲಿ ತಿಳಿಸಿದ್ದಾರೆ. xyxy=(756,398,941,448)
nagan-service-box xyxy=(522,440,727,620)
aadhaar-scholarship-dateline: ಚಾಮರಾಜನಗರ: xyxy=(756,103,795,111)
photo-banner-text-en: Karnataka Union of Working Journalists xyxy=(250,467,473,478)
unknown-body-body xyxy=(756,649,941,759)
disha-body xyxy=(173,1172,358,1297)
workshop-headline: ಕಾರ್ಯಾಗಾರಕ್ಕೆ ಚಾಲನೆ xyxy=(756,930,860,946)
journalism-sub2-body: ಪತ್ರಿಕೋದ್ಯಮ ಹಾಗೂ ಪತ್ರಕರ್ತರು ವಿಶ್ವಾಸಾರ್ಹತೆ ಉಳಿಸಿಕೊಳ್ಳಬೇಕು ಎಂದು ಜಿಲ್ಲಾ ಘಟಕದ ಅಧ್ಯಕ್ಷರು ಹೇಳಿದರು. xyxy=(4,595,184,614)
workshop-dateline: ರಾಮನಗರ: xyxy=(756,950,784,958)
tender-cell-detail: DMA/2023-24/SE2838/CALL-3 xyxy=(631,1312,782,1328)
four-honoured-title: ನಾಗಣ್ಣ, ಲಿಂಗಣ್ಣ ಸೇರಿ ನಾಲ್ವರಿಗೆ ಸನ್ಮಾನ xyxy=(557,627,712,641)
tender-sig-right-2: ಪುರಸಭೆ ಗುಂಡ್ಲುಪೇಟೆ xyxy=(887,1399,933,1408)
aadhaar-campaign-headline-2: ಅಭಿಯಾನ xyxy=(406,1170,552,1221)
info-commission-headline: ರಾಜ್ಯ ಮಾಹಿತಿ ಆಯುಕ್ತರಿಂದ ಅಹವಾಲು ಸ್ವೀಕಾರ xyxy=(173,1322,340,1353)
school-photo xyxy=(4,64,280,282)
dasara-sports-text: ಪ್ರಸಕ್ತ ಸಾಲಿನಲ್ಲಿ ಜಿಲ್ಲಾ ಮಟ್ಟದ ದಸರಾ ಕ್ರೀಡಾಕೂಟವನ್ನು ಸೆಪ್ಟೆಂಬರ್ 06 ಮತ್ತು 07 ರಂದು ಸರ್. ಎಂ. ವಿಶ್ವೇಶ್ವರಯ್ಯ ಜಿಲ್ಲಾ ಕ್ರೀಡಾಂಗಣ ಮತ್ತು ಜಿಲ್ಲಾ ಒಳಾಂಗಣ ಕ್ರೀಡಾಂಗಣದಲ್ಲಿ ಹಮ್ಮಿಕೊಳ್ಳಲಾಗುತ್ತಿದೆ. ಬೆಳಿಗ್ಗೆ 9.00 ಗಂಟೆಗೆ ಕ್ರೀಡಾಪಟುಗಳು ಹಾಜರಿರಬೇಕು ಎಂದು ಪ್ರಕಟಣೆ ತಿಳಿಸಿದೆ. xyxy=(756,522,941,562)
felicitation-photo xyxy=(190,437,515,669)
lion-caption-title: ಲಯನ್ ಯೋಗಾನರಸಿಂಹನ್‌ಗೆ ಸನ್ಮಾನ xyxy=(76,1065,212,1078)
journalism-subhead-1: ನಾಗಣ್ಣ ಸೇವೆ ಅನನ್ಯ: ಮದನಗೌಡ: xyxy=(4,553,84,562)
tender-col-detail: ವಿವರ xyxy=(631,1285,782,1312)
sports-col-3: ಆರೋಗ್ಯವನ್ನು ಕಾಪಾಡಿಕೊಳ್ಳಲು ಕ್ರೀಡೆ ಸಹಕಾರಿಯಾಗಿದೆ. ಕ್ರೀಡಾಪಟುಗಳು ಶಿಸ್ತು ಮತ್ತು ಸಮಯಪಾಲನೆ ರೂಢಿಸಿಕೊಳ್ಳಬೇಕು ಎಂದರು. ಈ ಸಂದರ್ಭದಲ್ಲಿ ಯುವ ಸಬಲೀಕರಣ ಮತ್ತು ಕ್ರೀಡಾ ಇಲಾಖೆಯ ಸಹಾಯಕ ನಿರ್ದೇಶಕರು, ಅಧಿಕಾರಿಗಳು ಹಾಗೂ ಕ್ರೀಡಾಪಟುಗಳು ಉಪಸ್ಥಿತರಿದ್ದರು. xyxy=(597,1033,747,1083)
workshop-body xyxy=(756,949,941,1124)
eye-donation-dateline: ಚಾಮರಾಜನಗರ: xyxy=(756,398,795,406)
journalism-sub3-body: ಇದೇ ಸಂದರ್ಭದಲ್ಲಿ ಸನ್ಮಾನಿತರಾದ ಮತ್ತು ಹೊಸದಿಗಂತ ಪತ್ರಿಕೆಯ ವರದಿಗಾರ ಗಿರೀಶ್ ಲಿಂಗಣ್ಣ ಅವರನ್ನು ಅಭಿನಂದಿಸಲಾಯಿತು. ಕಾರ್ಯಕ್ರಮದಲ್ಲಿ ಹಿರಿಯ ಪತ್ರಕರ್ತರು ಈಶ್ವರ ದೈತೋಟ ಉಪಸ್ಥಿತರಿದ್ದರು. xyxy=(318,710,516,740)
hostel-headline: ಮೆಟ್ರಿಕ್ ಪೂರ್ವ ವಿದ್ಯಾರ್ಥಿನಿಲಯಗಳ ಪ್ರವೇಶಕ್ಕೆ ವಿದ್ಯಾರ್ಥಿನಿಲಯಗಳಿಂದ ಅರ್ಜಿ xyxy=(329,65,716,127)
four-honoured-box xyxy=(522,628,747,823)
tender-notice xyxy=(597,1140,942,1488)
tender-office-line-2: ಚಾಮರಾಜನಗರ ಜಿಲ್ಲೆ-571111 xyxy=(699,1161,839,1175)
four-honoured-body: ಡೆ. ಹೊನ್ನ, ಕಂ.ಕೆ.ಮುರುಳೀಧರ್, ಕೆಯುಡಬ್ಲ್ಯುಜೆ ಪ್ರಧಾನ ಕಾರ್ಯದರ್ಶಿ ಜಿ.ಸಿ.ಲೋಕೇಶ್, ಕಾರ್ಯದರ್ಶಿ ನಿಂಗಪ್ಪ ಚಾವಡಿ, ಬೆಂಗಳೂರು ಜಿಲ್ಲಾ ಘಟಕ ಅಧ್ಯಕ್ಷ ಕೆ.ವಿ.ಪರಮೇಶ್, ಪ್ರಧಾನ ಕಾರ್ಯದರ್ಶಿ ಲೋಕೇಶ್ ಸೇರಿದಂತೆ ಹಲವು ಗಣ್ಯರು ಉಪಸ್ಥಿತರಿದ್ದರು. ಗಂಗಾಧರ ಮೊದಲಿಯಾರ್ ನಿರೂಪಿಸಿದರು. ಪರಶುರಾಮ್ ವಂದನಾರ್ಪಣೆ ಮಾಡಿದರು. xyxy=(522,719,747,760)
